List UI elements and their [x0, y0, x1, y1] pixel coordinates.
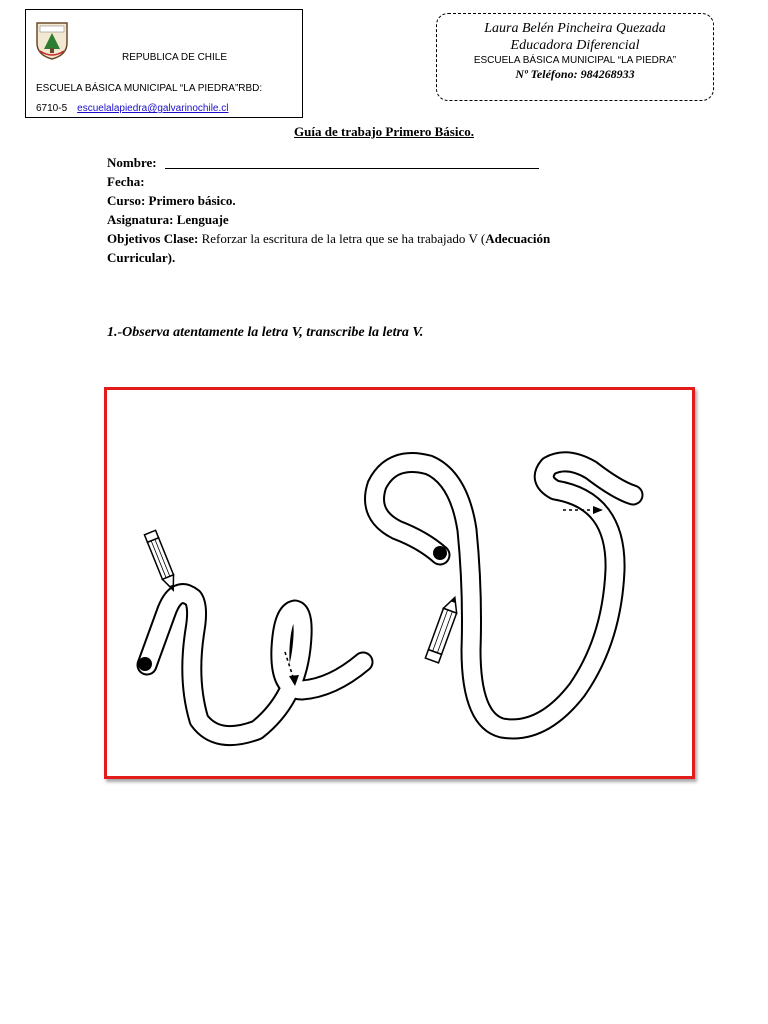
school-rbd: 6710-5	[36, 103, 68, 114]
school-header-box	[25, 9, 303, 118]
teacher-role: Educadora Diferencial	[510, 38, 640, 53]
lowercase-v-tracing[interactable]	[138, 594, 363, 736]
guide-title: Guía de trabajo Primero Básico.	[294, 124, 474, 139]
objective-bold-1: Adecuación	[485, 231, 551, 246]
uppercase-v-tracing[interactable]	[375, 462, 634, 729]
objective-bold-2: Curricular).	[107, 250, 176, 265]
school-crest-logo	[35, 21, 69, 61]
name-blank-line[interactable]	[165, 155, 539, 169]
objective-text: Reforzar la escritura de la letra que se ha trabajado V (	[201, 231, 486, 246]
course-label: Curso:	[107, 193, 146, 208]
objective-label: Objetivos Clase:	[107, 231, 199, 246]
school-rbd-line	[36, 103, 229, 114]
exercise-instruction: 1.-Observa atentamente la letra V, transcribe la letra V.	[107, 325, 424, 340]
name-field[interactable]	[107, 155, 539, 171]
date-label: Fecha:	[107, 174, 145, 189]
start-dot	[433, 546, 447, 560]
school-email-link[interactable]: escuelalapiedra@galvarinochile.cl	[77, 103, 229, 114]
subject-label: Asignatura:	[107, 212, 174, 227]
school-name: ESCUELA BÁSICA MUNICIPAL “LA PIEDRA”RBD:	[36, 83, 263, 94]
course-field	[107, 193, 236, 209]
tracing-exercise-frame	[104, 387, 695, 779]
subject-field	[107, 212, 229, 228]
teacher-info-box	[436, 13, 714, 101]
teacher-school: ESCUELA BÁSICA MUNICIPAL “LA PIEDRA”	[473, 55, 677, 66]
start-dot	[138, 657, 152, 671]
objective-field	[107, 231, 550, 247]
course-value: Primero básico.	[148, 193, 236, 208]
date-field	[107, 174, 145, 190]
teacher-phone: Nº Teléfono: 984268933	[515, 67, 635, 81]
objective-field-cont	[107, 250, 175, 266]
name-label: Nombre:	[107, 155, 157, 170]
school-country: REPUBLICA DE CHILE	[122, 52, 228, 63]
pencil-icon	[144, 530, 178, 592]
subject-value: Lenguaje	[176, 212, 229, 227]
letter-v-tracing[interactable]	[107, 390, 692, 776]
teacher-name: Laura Belén Pincheira Quezada	[484, 21, 666, 36]
pencil-icon	[425, 595, 461, 663]
